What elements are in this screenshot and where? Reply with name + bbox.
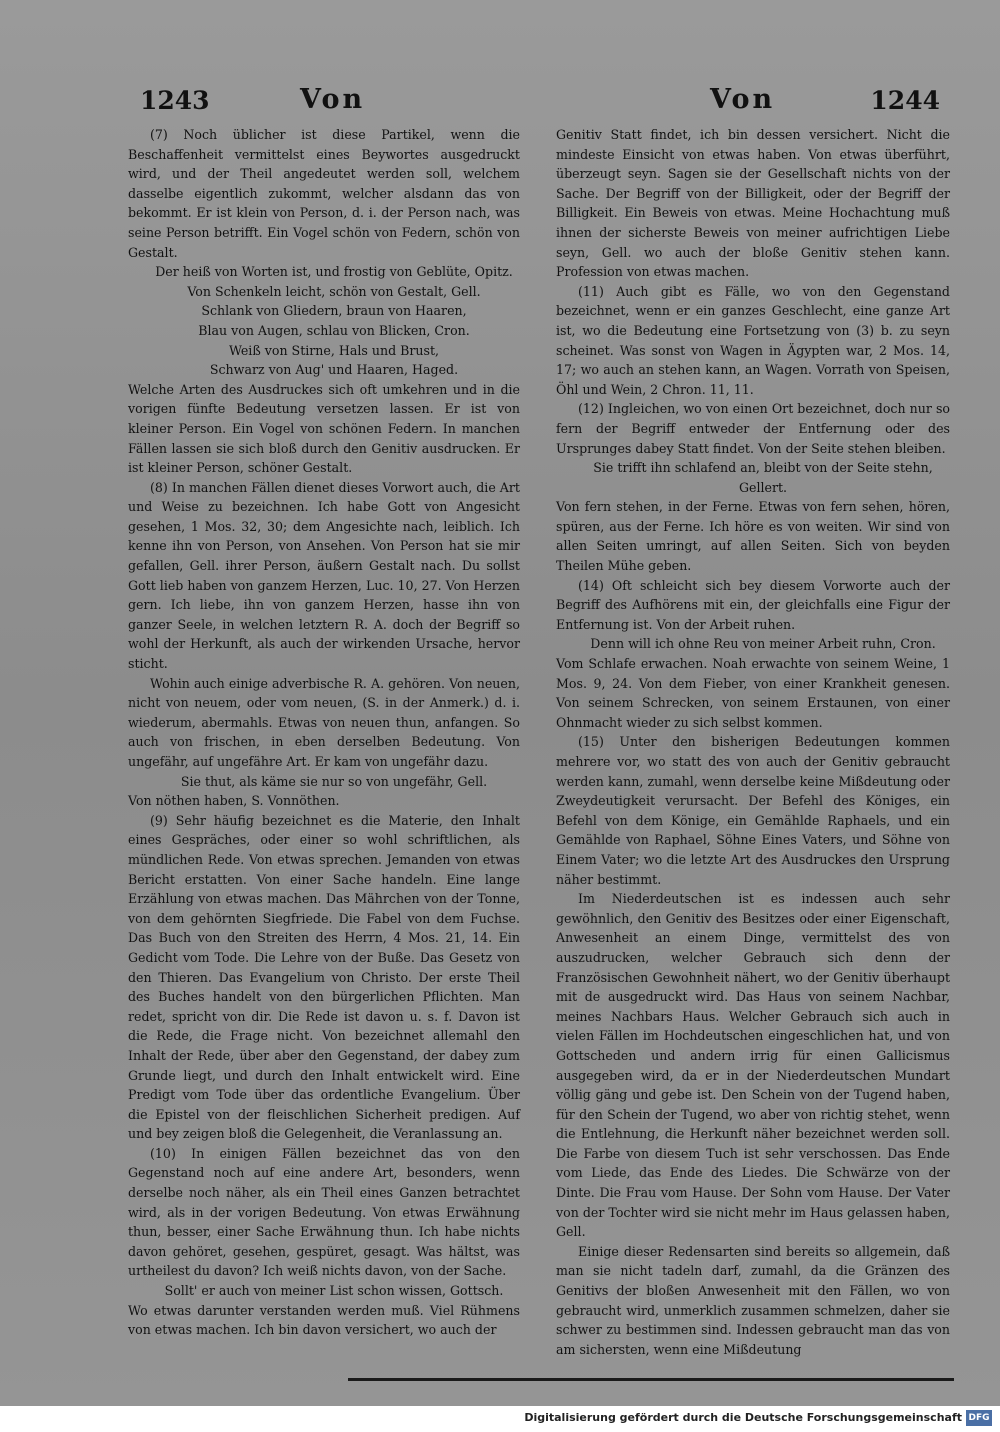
paragraph: Einige dieser Redensarten sind bereits so allgemein, daß man sie nicht tadeln darf, zumahl, da die Gränzen des Genitivs der bloßen Anwesenheit mit den Fällen, wo von gebraucht wird, unmerklich zusammen schmelzen, daher sie schwer zu bestimmen sind. Indessen gebraucht man das von am sichersten, wenn eine Mißdeutung [556,1243,950,1357]
paragraph: Wohin auch einige adverbische R. A. gehören. Von neuen, nicht von neuem, oder vom neuen, (S. in der Anmerk.) d. i. wiederum, abermahls. Etwas von neuen thun, anfangen. So auch von frischen, in eben derselben Bedeutung. Von ungefähr, auf ungefähre Art. Er kam von ungefähr dazu. [128,675,520,769]
paragraph: Im Niederdeutschen ist es indessen auch sehr gewöhnlich, den Genitiv des Besitzes oder einer Eigenschaft, Anwesenheit an einem Dinge, vermittelst des von auszudrucken, welcher Gebrauch sich denn der Französischen Gewohnheit nähert, wo der Genitiv überhaupt mit de ausgedruckt wird. Das Haus von seinem Nachbar, meines Nachbars Haus. Welcher Gebrauch sich auch in vielen Fällen im Hochdeutschen eingeschlichen hat, und von Gottscheden und andern irrig für einen Gallicismus ausgegeben wird, da er in der Niederdeutschen Mundart völlig gäng und gebe ist. Den Schein von der Tugend haben, für den Schein der Tugend, wo aber von richtig stehet, wenn die Entlehnung, die Herkunft näher bezeichnet werden soll. Die Farbe von diesem Tuch ist sehr verschossen. Das Ende vom Liede, das Ende des Liedes. Die Schwärze von der Dinte. Die Frau vom Hause. Der Sohn vom Hause. Der Vater von der Tochter wird sie nicht mehr im Haus gelassen haben, Gell. [556,891,950,1240]
dfg-logo-icon: DFG [966,1410,992,1426]
quote-line: Sie trifft ihn schlafend an, bleibt von der Seite stehn, Gellert. [593,460,933,495]
paragraph: (8) In manchen Fällen dienet dieses Vorwort auch, die Art und Weise zu bezeichnen. Ich habe Gott von Angesicht gesehen, 1 Mos. 32, 30; dem Angesichte nach, leiblich. Ich kenne ihn von Person, von Ansehen. Von Person hat sie mir gefallen, Gell. ihrer Person, äußern Gestalt nach. Du sollst Gott lieb haben von ganzem Herzen, Luc. 10, 27. Von Herzen gern. Ich liebe, ihn von ganzem Herzen, hasse ihn von ganzer Seele, in welchen letztern R. A. doch der Begriff so wohl der Herkunft, als auch der wirkenden Ursache, hervor sticht. [128,479,520,672]
quote-line: Blau von Augen, schlau von Blicken, Cron. [198,322,470,338]
digitization-footer [0,1406,1000,1432]
right-column [556,125,950,1357]
paragraph: Von nöthen haben, S. Vonnöthen. [128,793,340,809]
quote-line: Von Schenkeln leicht, schön von Gestalt, Gell. [187,283,481,299]
paragraph: Von fern stehen, in der Ferne. Etwas von fern sehen, hören, spüren, aus der Ferne. Ich höre es von weiten. Wir sind von allen Seiten umringt, auf allen Seiten. Sich von beyden Theilen Mühe geben. [556,499,950,574]
page-header [140,80,940,120]
right-page-number: 1244 [870,86,940,115]
quote-line: Schlank von Gliedern, braun von Haaren, [201,303,467,319]
left-page-number: 1243 [140,86,210,115]
paragraph: (10) In einigen Fällen bezeichnet das von den Gegenstand noch auf eine andere Art, besonders, wenn derselbe noch näher, als ein Theil eines Ganzen betrachtet wird, als in der vorigen Bedeutung. Von etwas Erwähnung thun, besser, einer Sache Erwähnung thun. Ich habe nichts davon gehöret, gesehen, gespüret, gesagt. Was hältst, was urtheilest du davon? Ich weiß nichts davon, von der Sache. [128,1145,520,1279]
paragraph: (14) Oft schleicht sich bey diesem Vorworte auch der Begriff des Aufhörens mit ein, der gleichfalls eine Figur der Entfernung ist. Von der Arbeit ruhen. [556,577,950,632]
quote-line: Der heiß von Worten ist, und frostig von Geblüte, Opitz. [155,264,513,280]
paragraph: (7) Noch üblicher ist diese Partikel, wenn die Beschaffenheit vermittelst eines Beywortes ausgedruckt wird, und der Theil angedeutet werden soll, welchem dasselbe eigentlich zukommt, welcher alsdann das von bekommt. Er ist klein von Person, d. i. der Person nach, was seine Person betrifft. Ein Vogel schön von Federn, schön von Gestalt. [128,127,520,260]
paragraph: (12) Ingleichen, wo von einen Ort bezeichnet, doch nur so fern der Begriff entweder der Entfernung oder des Ursprunges dabey Statt findet. Von der Seite stehen bleiben. [556,401,950,456]
paragraph: (15) Unter den bisherigen Bedeutungen kommen mehrere vor, wo statt des von auch der Genitiv gebraucht werden kann, zumahl, wenn derselbe keine Mißdeutung oder Zweydeutigkeit verursacht. Der Befehl des Königes, ein Befehl von dem Könige, ein Gemählde Raphaels, und ein Gemählde von Raphael, Söhne Eines Vaters, und Söhne von Einem Vater; wo die letzte Art des Ausdruckes den Ursprung näher bestimmt. [556,734,950,887]
paragraph: (11) Auch gibt es Fälle, wo von den Gegenstand bezeichnet, wenn er ein ganzes Geschlecht, eine ganze Art ist, wo die Bedeutung eine Fortsetzung von (3) b. zu seyn scheinet. Was sonst von Wagen in Ägypten war, 2 Mos. 14, 17; wo auch an stehen kann, an Wagen. Vorrath von Speisen, Öhl und Wein, 2 Chron. 11, 11. [556,283,950,397]
bottom-rule [348,1378,954,1381]
footer-credit: Digitalisierung gefördert durch die Deutsche Forschungsgemeinschaft [524,1411,962,1424]
paragraph: Genitiv Statt findet, ich bin dessen versichert. Nicht die mindeste Einsicht von etwas haben. Von etwas überführt, überzeugt seyn. Sagen sie der Gesellschaft nichts von der Sache. Der Begriff von der Billigkeit, oder der Begriff der Billigkeit. Ein Beweis von etwas. Meine Hochachtung muß ihnen der sicherste Beweis von meiner aufrichtigen Liebe seyn, Gell. wo auch der bloße Genitiv stehen kann. Profession von etwas machen. [556,127,950,280]
paragraph: Wo etwas darunter verstanden werden muß. Viel Rühmens von etwas machen. Ich bin davon versichert, wo auch der [128,1302,520,1338]
quote-line: Sollt' er auch von meiner List schon wissen, Gottsch. [164,1283,504,1299]
right-running-head: Von [710,84,776,115]
paragraph: Vom Schlafe erwachen. Noah erwachte von seinem Weine, 1 Mos. 9, 24. Von dem Fieber, von einer Krankheit genesen. Von seinem Schrecken, von seinem Erstaunen, von einer Ohnmacht wieder zu sich selbst kommen. [556,656,950,730]
paragraph: (9) Sehr häufig bezeichnet es die Materie, den Inhalt eines Gespräches, oder einer so wohl schriftlichen, als mündlichen Rede. Von etwas sprechen. Jemanden von etwas Bericht erstatten. Von einer Sache handeln. Eine lange Erzählung von etwas machen. Das Mährchen von der Tonne, von dem gehörnten Siegfriede. Die Fabel von dem Fuchse. Das Buch von den Streiten des Herrn, 4 Mos. 21, 14. Ein Gedicht vom Tode. Die Lehre von der Buße. Das Gesetz von den Thieren. Das Evangelium von Christo. Der erste Theil des Buches handelt von den bürgerlichen Pflichten. Man redet, spricht von dir. Die Rede ist davon u. s. f. Davon ist die Rede, die Frage nicht. Von bezeichnet allemahl den Inhalt der Rede, über aber den Gegenstand, der dabey zum Grunde liegt, und durch den Inhalt entwickelt wird. Eine Predigt vom Tode über das ordentliche Evangelium. Über die Epistel von der fleischlichen Sicherheit predigen. Auf und bey zeigen bloß die Gelegenheit, die Veranlassung an. [128,812,520,1142]
left-column [128,125,520,1338]
quote-line: Denn will ich ohne Reu von meiner Arbeit ruhn, Cron. [590,636,936,652]
paragraph: Welche Arten des Ausdruckes sich oft umkehren und in die vorigen fünfte Bedeutung versetzen lassen. Er ist von kleiner Person. Ein Vogel von schönen Federn. In manchen Fällen lassen sie sich bloß durch den Genitiv ausdrucken. Er ist kleiner Person, schöner Gestalt. [128,381,520,476]
left-running-head: Von [300,84,366,115]
quote-line: Schwarz von Aug' und Haaren, Haged. [209,362,459,378]
quote-line: Sie thut, als käme sie nur so von ungefähr, Gell. [180,773,488,789]
quote-line: Weiß von Stirne, Hals und Brust, [228,342,440,358]
